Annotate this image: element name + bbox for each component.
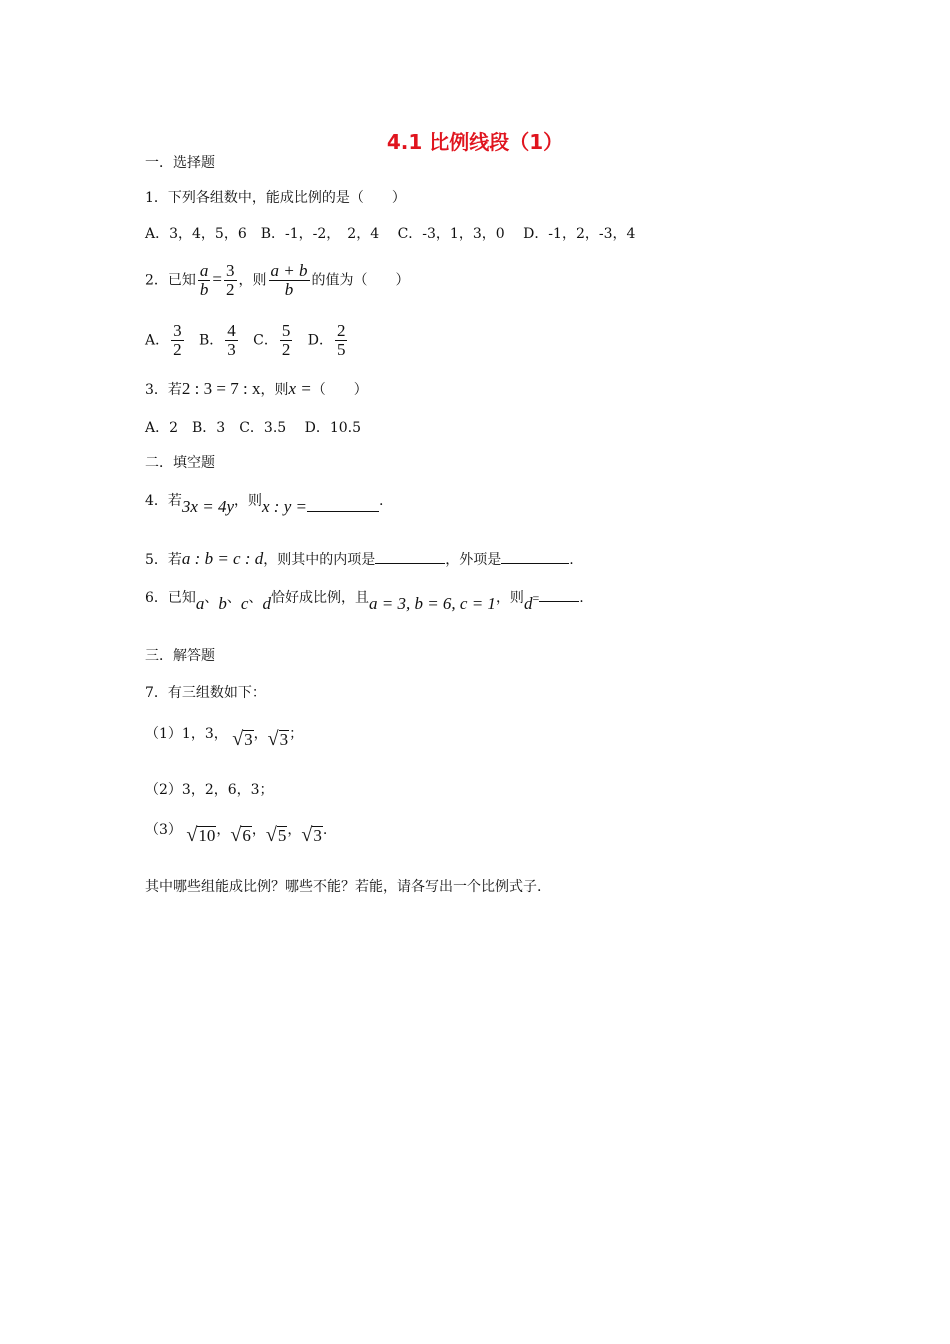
question-7-group-2: （2）3，2，6，3； (145, 782, 274, 798)
sqrt-3-second: √3 (267, 728, 289, 750)
ratio-expression: 2 : 3 = 7 : x (181, 379, 261, 398)
question-4-stem: 4．若3x = 4y，则x : y = . (145, 493, 384, 516)
fraction-a-plus-b-over-b: $\frac{a + b}{b}$ (270, 261, 308, 299)
sqrt-6: √6 (230, 824, 251, 846)
option-c-fraction: $\frac{5}{2}$ (281, 321, 291, 359)
answer-blank-d[interactable] (539, 600, 579, 602)
section-heading-choice: 一．选择题 (145, 155, 215, 171)
question-1-options: A．3，4，5，6 B．-1，-2， 2，4 C．-3，1，3，0 D．-1，2，-3，4 (145, 226, 636, 242)
question-5-stem: 5．若a : b = c : d，则其中的内项是 ，外项是 . (145, 549, 574, 568)
equation-3x-4y: 3x = 4y (181, 497, 234, 516)
inner-terms-blank[interactable] (375, 562, 445, 564)
question-7-prompt: 其中哪些组能成比例？哪些不能？若能，请各写出一个比例式子. (145, 879, 542, 895)
question-7-stem: 7．有三组数如下： (145, 685, 266, 701)
question-2-stem: 2．已知 $\frac{a}{b}$ = $\frac{3}{2}$ ，则 $\frac{a + b}{b}$ 的值为（ ） (145, 261, 410, 299)
ratio-x-y: x : y = (261, 497, 307, 516)
section-heading-answer: 三．解答题 (145, 648, 215, 664)
option-d-fraction: $\frac{2}{5}$ (336, 321, 346, 359)
page-title: 4.1 比例线段（1） (386, 130, 564, 154)
q2-prefix: 2．已知 (145, 272, 196, 289)
question-3-stem: 3．若2 : 3 = 7 : x，则x =（ ） (145, 379, 368, 398)
option-a-fraction: $\frac{3}{2}$ (173, 321, 182, 359)
sqrt-5: √5 (265, 824, 287, 846)
outer-terms-blank[interactable] (501, 562, 569, 564)
fraction-3-over-2: $\frac{3}{2}$ (226, 261, 235, 299)
question-7-group-3: （3） √10，√6，√5，√3. (145, 822, 328, 846)
fraction-a-over-b: $\frac{a}{b}$ (199, 261, 209, 299)
sqrt-3: √3 (232, 728, 253, 750)
sqrt-10: √10 (186, 824, 216, 846)
question-1-stem: 1．下列各组数中，能成比例的是（ ） (145, 190, 406, 206)
question-2-options: A． $\frac{3}{2}$ B． $\frac{4}{3}$ C． $\frac{5}{2}$ D． $\frac{2}{5}$ (145, 321, 346, 359)
question-7-group-1: （1）1，3， √3，√3； (145, 726, 304, 750)
proportion-abcd: a : b = c : d (181, 549, 264, 568)
question-3-options: A．2 B．3 C．3.5 D．10.5 (145, 420, 362, 436)
sqrt-3-third: √3 (301, 824, 322, 846)
answer-blank[interactable] (307, 510, 379, 512)
section-heading-fill: 二．填空题 (145, 455, 215, 471)
option-b-fraction: $\frac{4}{3}$ (227, 321, 236, 359)
given-values: a = 3, b = 6, c = 1 (368, 594, 496, 613)
question-6-stem: 6．已知a、b、c、d恰好成比例，且a = 3, b = 6, c = 1，则d= . (145, 590, 584, 613)
